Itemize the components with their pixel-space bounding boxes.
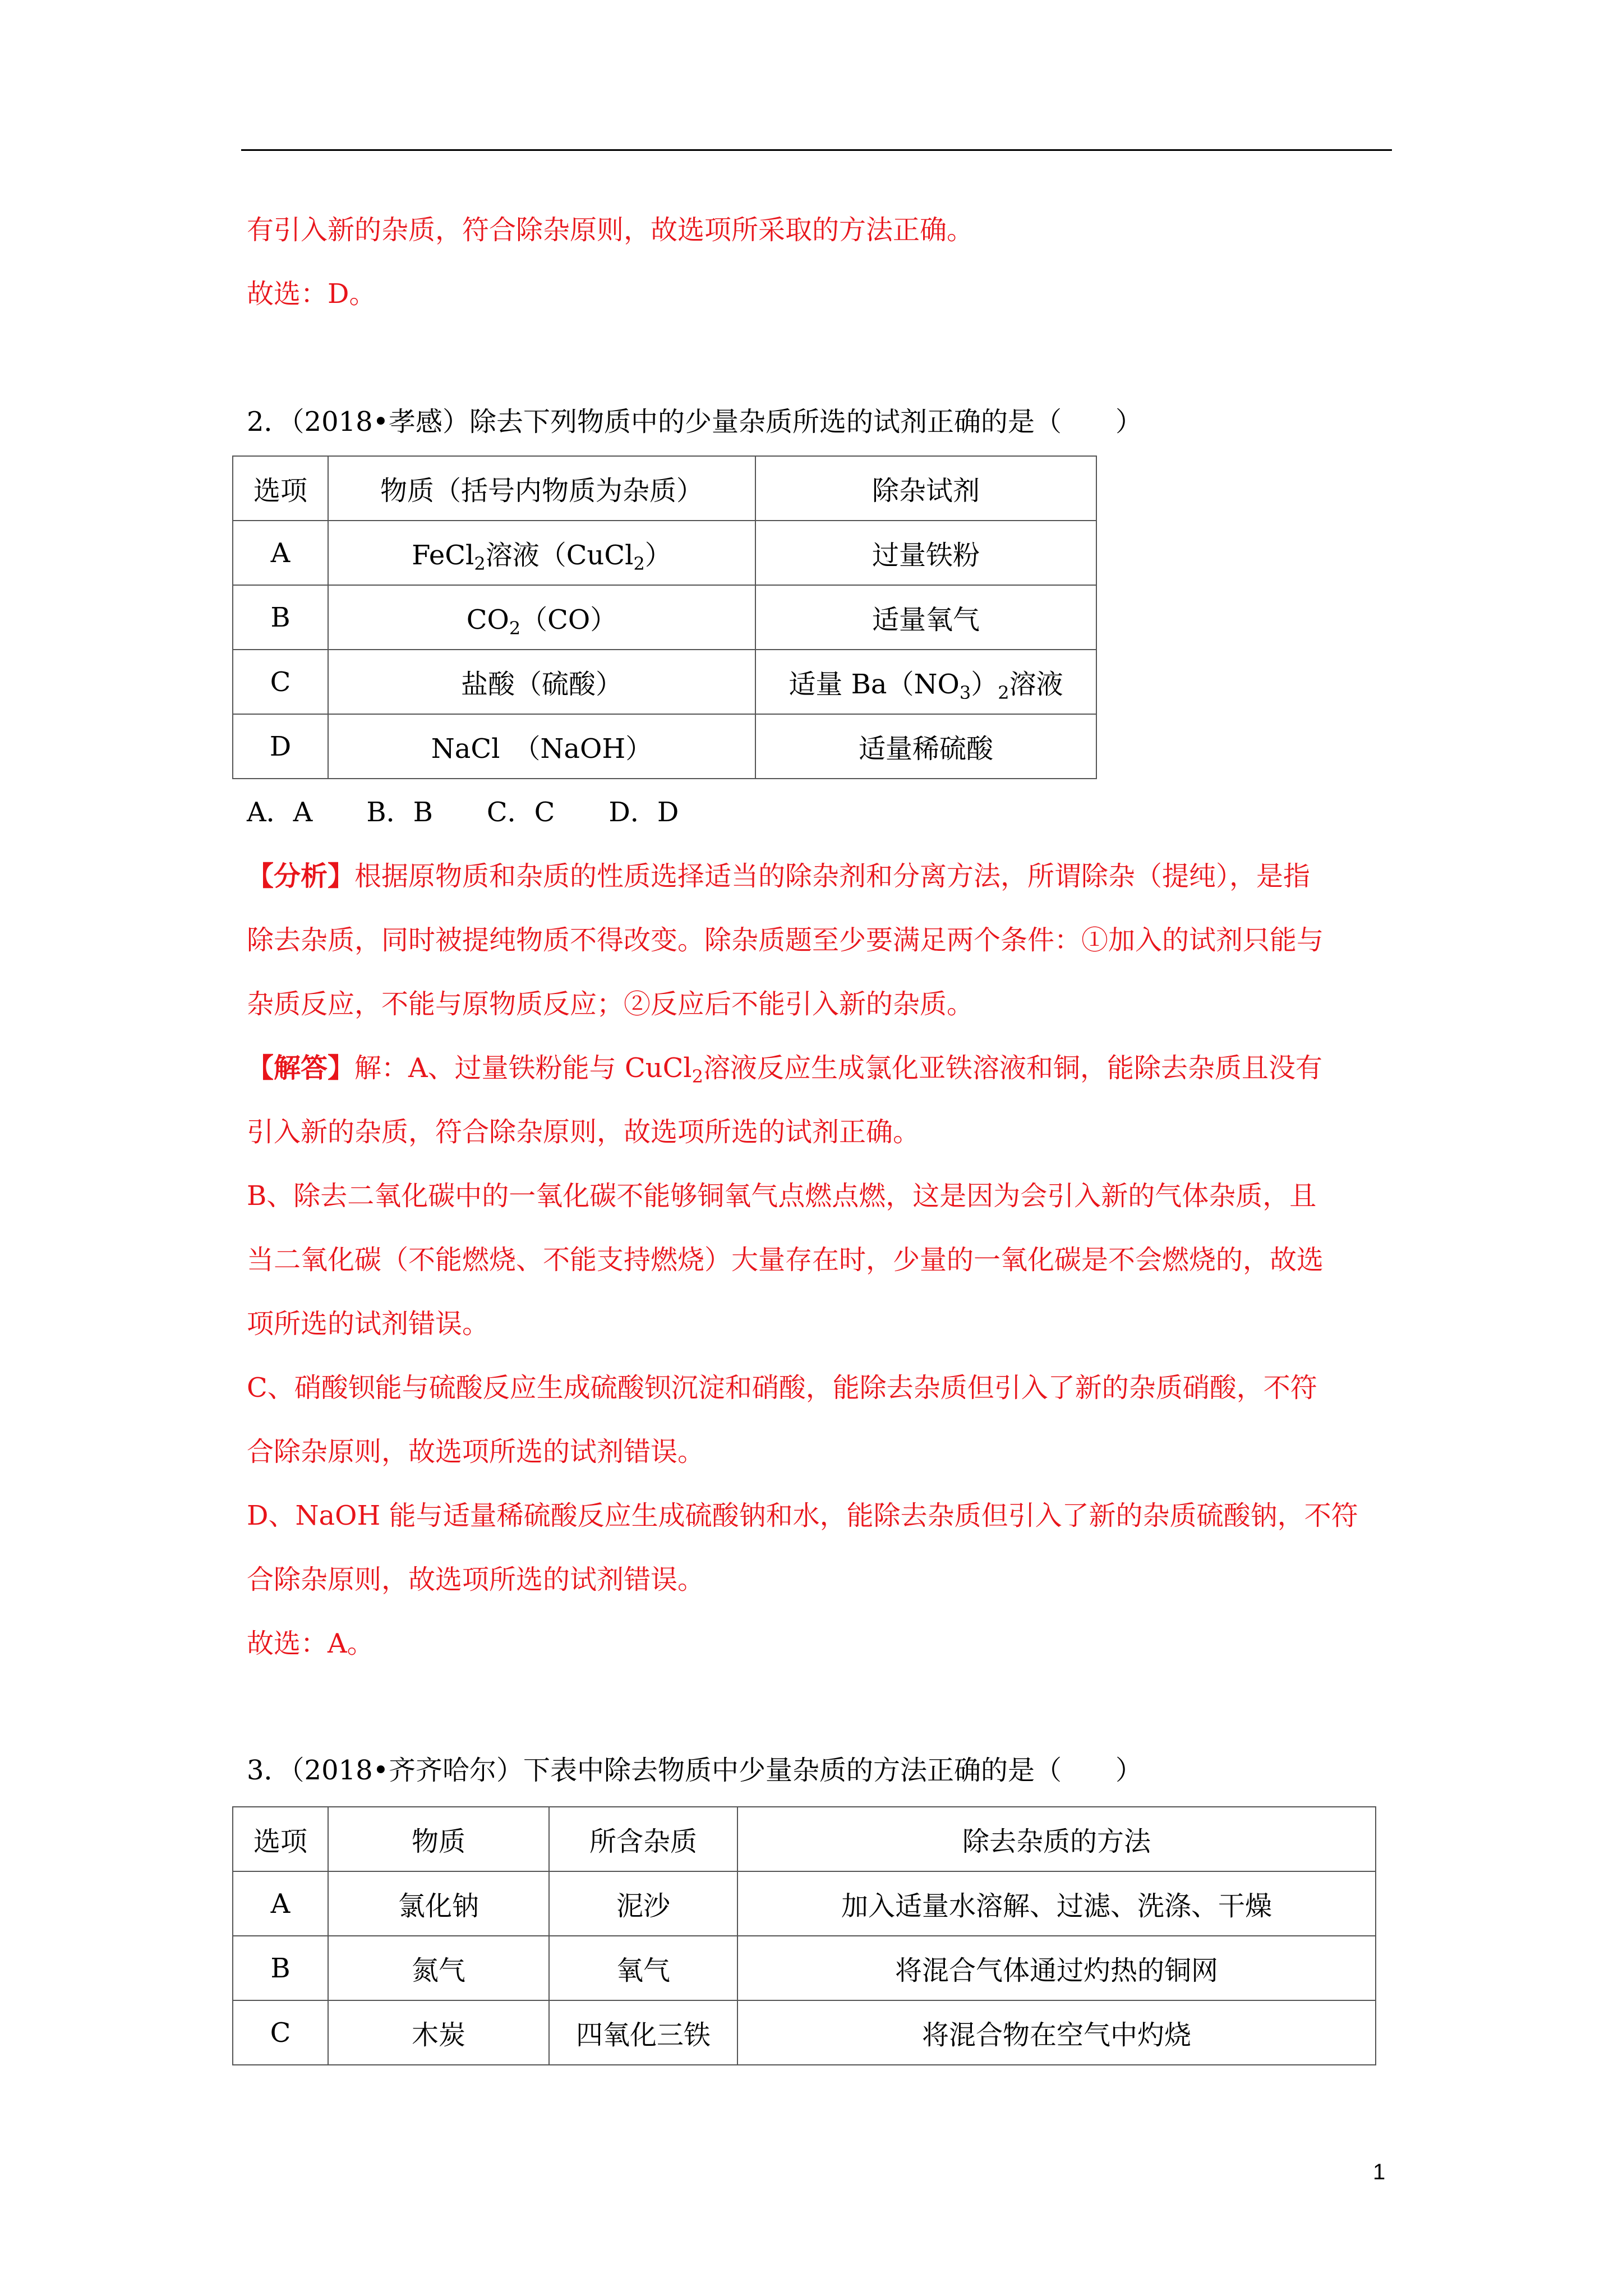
reagent-cell: 适量氧气 (755, 585, 1096, 650)
table-header-cell: 选项 (233, 1807, 328, 1871)
q3-stem: 3．（2018•齐齐哈尔）下表中除去物质中少量杂质的方法正确的是（ ） (247, 1755, 1143, 1786)
analysis-tag: 【分析】 (247, 861, 355, 892)
option-cell: B (233, 585, 328, 650)
table-header-cell: 除杂试剂 (755, 456, 1096, 521)
q2-solution-line: 合除杂原则，故选项所选的试剂错误。 (247, 1564, 705, 1595)
q2-solution-line: 项所选的试剂错误。 (247, 1308, 490, 1340)
q2-analysis-line: 杂质反应，不能与原物质反应；②反应后不能引入新的杂质。 (247, 988, 974, 1020)
header-rule (241, 149, 1392, 151)
q2-solution-line: 【解答】解：A、过量铁粉能与 CuCl$_2$溶液反应生成氯化亚铁溶液和铜，能除去杂质且没有 (247, 1052, 1323, 1087)
option-cell: B (233, 1936, 328, 2000)
reagent-cell: 适量稀硫酸 (755, 714, 1096, 779)
q2-stem: 2．（2018•孝感）除去下列物质中的少量杂质所选的试剂正确的是（ ） (247, 406, 1143, 438)
table-header-cell: 物质（括号内物质为杂质） (328, 456, 755, 521)
table-row (233, 585, 1096, 650)
reagent-cell: 适量 $Ba(NO_3)_2$溶液 (755, 650, 1096, 714)
substance-cell: 木炭 (328, 2000, 549, 2065)
method-cell: 将混合气体通过灼热的铜网 (737, 1936, 1376, 2000)
substance-cell: NaCl （NaOH） (328, 714, 755, 779)
q2-solution-line: 合除杂原则，故选项所选的试剂错误。 (247, 1436, 705, 1467)
q2-answer: 故选：A。 (247, 1628, 374, 1659)
method-cell: 将混合物在空气中灼烧 (737, 2000, 1376, 2065)
option-cell: A (233, 1871, 328, 1936)
option-cell: D (233, 714, 328, 779)
substance-cell: 盐酸（硫酸） (328, 650, 755, 714)
option-cell: A (233, 521, 328, 585)
table-row (233, 1936, 1376, 2000)
table-header-cell: 除去杂质的方法 (737, 1807, 1376, 1871)
impurity-cell: 氧气 (549, 1936, 737, 2000)
impurity-cell: 泥沙 (549, 1871, 737, 1936)
q2-analysis-line: 【分析】根据原物质和杂质的性质选择适当的除杂剂和分离方法，所谓除杂（提纯），是指 (247, 861, 1311, 892)
table-row (233, 714, 1096, 779)
method-cell: 加入适量水溶解、过滤、洗涤、干燥 (737, 1871, 1376, 1936)
q2-solution-line: D、NaOH 能与适量稀硫酸反应生成硫酸钠和水，能除去杂质但引入了新的杂质硫酸钠，不符 (247, 1500, 1358, 1531)
continuation-text: 有引入新的杂质，符合除杂原则，故选项所采取的方法正确。 (247, 214, 974, 246)
q2-solution-line: B、除去二氧化碳中的一氧化碳不能够铜氧气点燃点燃，这是因为会引入新的气体杂质，且 (247, 1180, 1317, 1212)
table-header-cell: 物质 (328, 1807, 549, 1871)
table-header-row (233, 1807, 1376, 1871)
substance-cell: 氮气 (328, 1936, 549, 2000)
q2-table (232, 455, 1097, 779)
table-row (233, 650, 1096, 714)
table-row (233, 2000, 1376, 2065)
previous-answer: 故选：D。 (247, 278, 376, 310)
page-number: 1 (1373, 2160, 1386, 2184)
table-header-cell: 选项 (233, 456, 328, 521)
substance-cell: 氯化钠 (328, 1871, 549, 1936)
substance-cell: $CO_2(CO)$ (328, 585, 755, 650)
q2-analysis-line: 除去杂质，同时被提纯物质不得改变。除杂质题至少要满足两个条件：①加入的试剂只能与 (247, 924, 1324, 956)
q2-choices: A．A B．B C．C D．D (247, 797, 679, 828)
table-header-cell: 所含杂质 (549, 1807, 737, 1871)
q2-solution-line: 引入新的杂质，符合除杂原则，故选项所选的试剂正确。 (247, 1116, 920, 1148)
substance-cell: FeCl$_2$溶液（CuCl$_2$） (328, 521, 755, 585)
table-row (233, 521, 1096, 585)
impurity-cell: 四氧化三铁 (549, 2000, 737, 2065)
q2-solution-line: C、硝酸钡能与硫酸反应生成硫酸钡沉淀和硝酸，能除去杂质但引入了新的杂质硝酸，不符 (247, 1372, 1317, 1404)
q3-table (232, 1806, 1376, 2065)
option-cell: C (233, 2000, 328, 2065)
option-cell: C (233, 650, 328, 714)
solution-tag: 【解答】 (247, 1052, 355, 1084)
q2-solution-line: 当二氧化碳（不能燃烧、不能支持燃烧）大量存在时，少量的一氧化碳是不会燃烧的，故选 (247, 1244, 1324, 1276)
table-row (233, 1871, 1376, 1936)
table-header-row (233, 456, 1096, 521)
reagent-cell: 过量铁粉 (755, 521, 1096, 585)
